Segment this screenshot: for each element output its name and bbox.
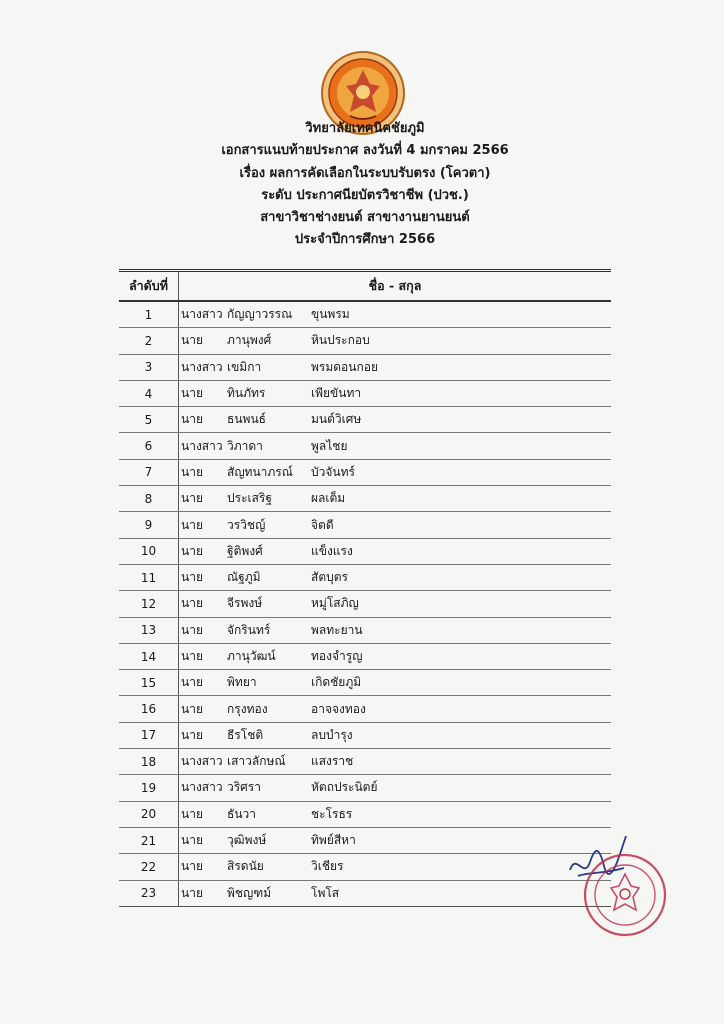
table-row bbox=[119, 617, 611, 643]
name-prefix: นาย bbox=[181, 859, 203, 874]
student-name bbox=[179, 407, 612, 433]
last-name: ลบบำรุง bbox=[311, 727, 353, 742]
last-name: เกิดชัยภูมิ bbox=[311, 675, 362, 690]
last-name: จิตดี bbox=[311, 517, 334, 532]
row-number: 6 bbox=[119, 433, 179, 459]
row-number: 18 bbox=[119, 749, 179, 775]
first-name: กัญญาวรรณ bbox=[227, 307, 293, 322]
row-number: 3 bbox=[119, 354, 179, 380]
college-seal-stamp-icon bbox=[582, 852, 668, 938]
student-name bbox=[179, 328, 612, 354]
first-name: วิภาดา bbox=[227, 438, 263, 453]
student-name bbox=[179, 459, 612, 485]
name-prefix: นาย bbox=[181, 491, 203, 506]
table-row bbox=[119, 433, 611, 459]
row-number: 1 bbox=[119, 301, 179, 328]
name-prefix: นาย bbox=[181, 333, 203, 348]
last-name: พรมดอนกอย bbox=[311, 359, 378, 374]
row-number: 9 bbox=[119, 512, 179, 538]
row-number: 4 bbox=[119, 380, 179, 406]
row-number: 11 bbox=[119, 564, 179, 590]
row-number: 22 bbox=[119, 854, 179, 880]
name-prefix: นาย bbox=[181, 464, 203, 479]
first-name: จีรพงษ์ bbox=[227, 596, 263, 611]
first-name: เสาวลักษณ์ bbox=[227, 754, 286, 769]
first-name: ประเสริฐ bbox=[227, 491, 272, 506]
last-name: พลทะยาน bbox=[311, 622, 363, 637]
student-name bbox=[179, 722, 612, 748]
table-row bbox=[119, 354, 611, 380]
table-row bbox=[119, 301, 611, 328]
academic-year: ประจำปีการศึกษา 2566 bbox=[294, 232, 436, 248]
last-name: หมู่โสภิญ bbox=[311, 596, 359, 611]
name-prefix: นาย bbox=[181, 675, 203, 690]
student-name bbox=[179, 538, 612, 564]
first-name: ธนพนธ์ bbox=[227, 412, 266, 427]
name-prefix: นาย bbox=[181, 570, 203, 585]
row-number: 19 bbox=[119, 775, 179, 801]
row-number: 15 bbox=[119, 670, 179, 696]
name-prefix: นาย bbox=[181, 596, 203, 611]
table-header-row bbox=[119, 271, 611, 302]
name-prefix: นาย bbox=[181, 885, 203, 900]
last-name: ทองจำรูญ bbox=[311, 649, 363, 663]
row-number: 12 bbox=[119, 591, 179, 617]
name-prefix: นาย bbox=[181, 517, 203, 532]
student-name bbox=[179, 827, 612, 853]
last-name: โพโส bbox=[311, 885, 340, 900]
table-row bbox=[119, 722, 611, 748]
student-name bbox=[179, 301, 612, 328]
first-name: ทินภัทร bbox=[227, 386, 266, 401]
student-name bbox=[179, 643, 612, 669]
first-name: จักรินทร์ bbox=[227, 622, 271, 637]
last-name: หินประกอบ bbox=[311, 333, 370, 348]
name-prefix: นาย bbox=[181, 701, 203, 716]
row-number: 16 bbox=[119, 696, 179, 722]
last-name: ทิพย์สีหา bbox=[311, 833, 356, 848]
student-name bbox=[179, 354, 612, 380]
table-row bbox=[119, 670, 611, 696]
name-prefix: นางสาว bbox=[181, 780, 223, 795]
last-name: ผลเต็ม bbox=[311, 491, 346, 506]
first-name: สิรดนัย bbox=[227, 859, 264, 874]
last-name: เพียขันทา bbox=[311, 386, 362, 401]
student-name bbox=[179, 380, 612, 406]
table-row bbox=[119, 827, 611, 853]
column-header-no: ลำดับที่ bbox=[119, 271, 179, 302]
document-header bbox=[150, 118, 580, 252]
student-name bbox=[179, 591, 612, 617]
table-row bbox=[119, 486, 611, 512]
table-row bbox=[119, 801, 611, 827]
first-name: ภานุพงศ์ bbox=[227, 333, 272, 348]
last-name: บัวจันทร์ bbox=[311, 464, 355, 479]
row-number: 23 bbox=[119, 880, 179, 906]
first-name: วรวิชญ์ bbox=[227, 517, 266, 532]
subject-line: เรื่อง ผลการคัดเลือกในระบบรับตรง (โควตา) bbox=[239, 165, 491, 181]
first-name: ณัฐภูมิ bbox=[227, 570, 261, 585]
table-row bbox=[119, 538, 611, 564]
announcement-date: เอกสารแนบท้ายประกาศ ลงวันที่ 4 มกราคม 2566 bbox=[221, 143, 509, 159]
last-name: แข็งแรง bbox=[311, 543, 353, 558]
first-name: วริศรา bbox=[227, 780, 261, 795]
name-prefix: นางสาว bbox=[181, 754, 223, 769]
table-row bbox=[119, 854, 611, 880]
first-name: กรุงทอง bbox=[227, 701, 268, 716]
row-number: 14 bbox=[119, 643, 179, 669]
table-row bbox=[119, 775, 611, 801]
student-name bbox=[179, 433, 612, 459]
name-prefix: นาย bbox=[181, 622, 203, 637]
program-line: สาขาวิชาช่างยนต์ สาขางานยานยนต์ bbox=[260, 210, 470, 226]
name-prefix: นาย bbox=[181, 412, 203, 427]
name-prefix: นาย bbox=[181, 386, 203, 401]
student-name bbox=[179, 775, 612, 801]
last-name: แสงราช bbox=[311, 754, 354, 769]
name-prefix: นาย bbox=[181, 543, 203, 558]
student-name bbox=[179, 880, 612, 906]
table-body bbox=[119, 301, 611, 906]
first-name: ธีรโชติ bbox=[227, 727, 264, 742]
name-prefix: นางสาว bbox=[181, 438, 223, 453]
first-name: ฐิติพงศ์ bbox=[227, 543, 263, 558]
row-number: 13 bbox=[119, 617, 179, 643]
table-row bbox=[119, 328, 611, 354]
student-list-table bbox=[119, 269, 611, 907]
table-row bbox=[119, 459, 611, 485]
last-name: ชะโรธร bbox=[311, 806, 353, 821]
name-prefix: นาย bbox=[181, 833, 203, 848]
first-name: พิทยา bbox=[227, 675, 257, 690]
table-row bbox=[119, 749, 611, 775]
row-number: 5 bbox=[119, 407, 179, 433]
first-name: วุฒิพงษ์ bbox=[227, 833, 267, 848]
student-name bbox=[179, 801, 612, 827]
row-number: 8 bbox=[119, 486, 179, 512]
student-name bbox=[179, 696, 612, 722]
column-header-name: ชื่อ - สกุล bbox=[179, 271, 612, 302]
name-prefix: นาย bbox=[181, 727, 203, 742]
row-number: 17 bbox=[119, 722, 179, 748]
last-name: อาจจงทอง bbox=[311, 701, 366, 716]
student-name bbox=[179, 486, 612, 512]
college-name: วิทยาลัยเทคนิคชัยภูมิ bbox=[305, 121, 425, 136]
table-row bbox=[119, 407, 611, 433]
table-row bbox=[119, 591, 611, 617]
first-name: สัญทนาภรณ์ bbox=[227, 464, 293, 479]
last-name: สัตบุตร bbox=[311, 570, 348, 585]
name-prefix: นาย bbox=[181, 806, 203, 821]
table-row bbox=[119, 696, 611, 722]
student-name bbox=[179, 617, 612, 643]
last-name: วิเชียร bbox=[311, 859, 344, 874]
table-row bbox=[119, 512, 611, 538]
first-name: พิชญฑม์ bbox=[227, 885, 272, 900]
row-number: 21 bbox=[119, 827, 179, 853]
first-name: เขมิกา bbox=[227, 359, 262, 374]
row-number: 10 bbox=[119, 538, 179, 564]
last-name: มนต์วิเศษ bbox=[311, 412, 362, 427]
table-row bbox=[119, 880, 611, 906]
student-name bbox=[179, 670, 612, 696]
student-name bbox=[179, 854, 612, 880]
last-name: พูลไชย bbox=[311, 438, 348, 453]
first-name: ภานุวัฒน์ bbox=[227, 649, 276, 663]
last-name: หัตถประนิตย์ bbox=[311, 780, 378, 795]
name-prefix: นางสาว bbox=[181, 307, 223, 322]
student-name bbox=[179, 564, 612, 590]
name-prefix: นาย bbox=[181, 649, 203, 663]
level-line: ระดับ ประกาศนียบัตรวิชาชีพ (ปวช.) bbox=[261, 187, 469, 203]
table-row bbox=[119, 380, 611, 406]
student-name bbox=[179, 749, 612, 775]
name-prefix: นางสาว bbox=[181, 359, 223, 374]
row-number: 20 bbox=[119, 801, 179, 827]
table-row bbox=[119, 564, 611, 590]
first-name: ธันวา bbox=[227, 806, 257, 821]
student-name bbox=[179, 512, 612, 538]
table-row bbox=[119, 643, 611, 669]
row-number: 2 bbox=[119, 328, 179, 354]
row-number: 7 bbox=[119, 459, 179, 485]
last-name: ขุนพรม bbox=[311, 307, 350, 322]
